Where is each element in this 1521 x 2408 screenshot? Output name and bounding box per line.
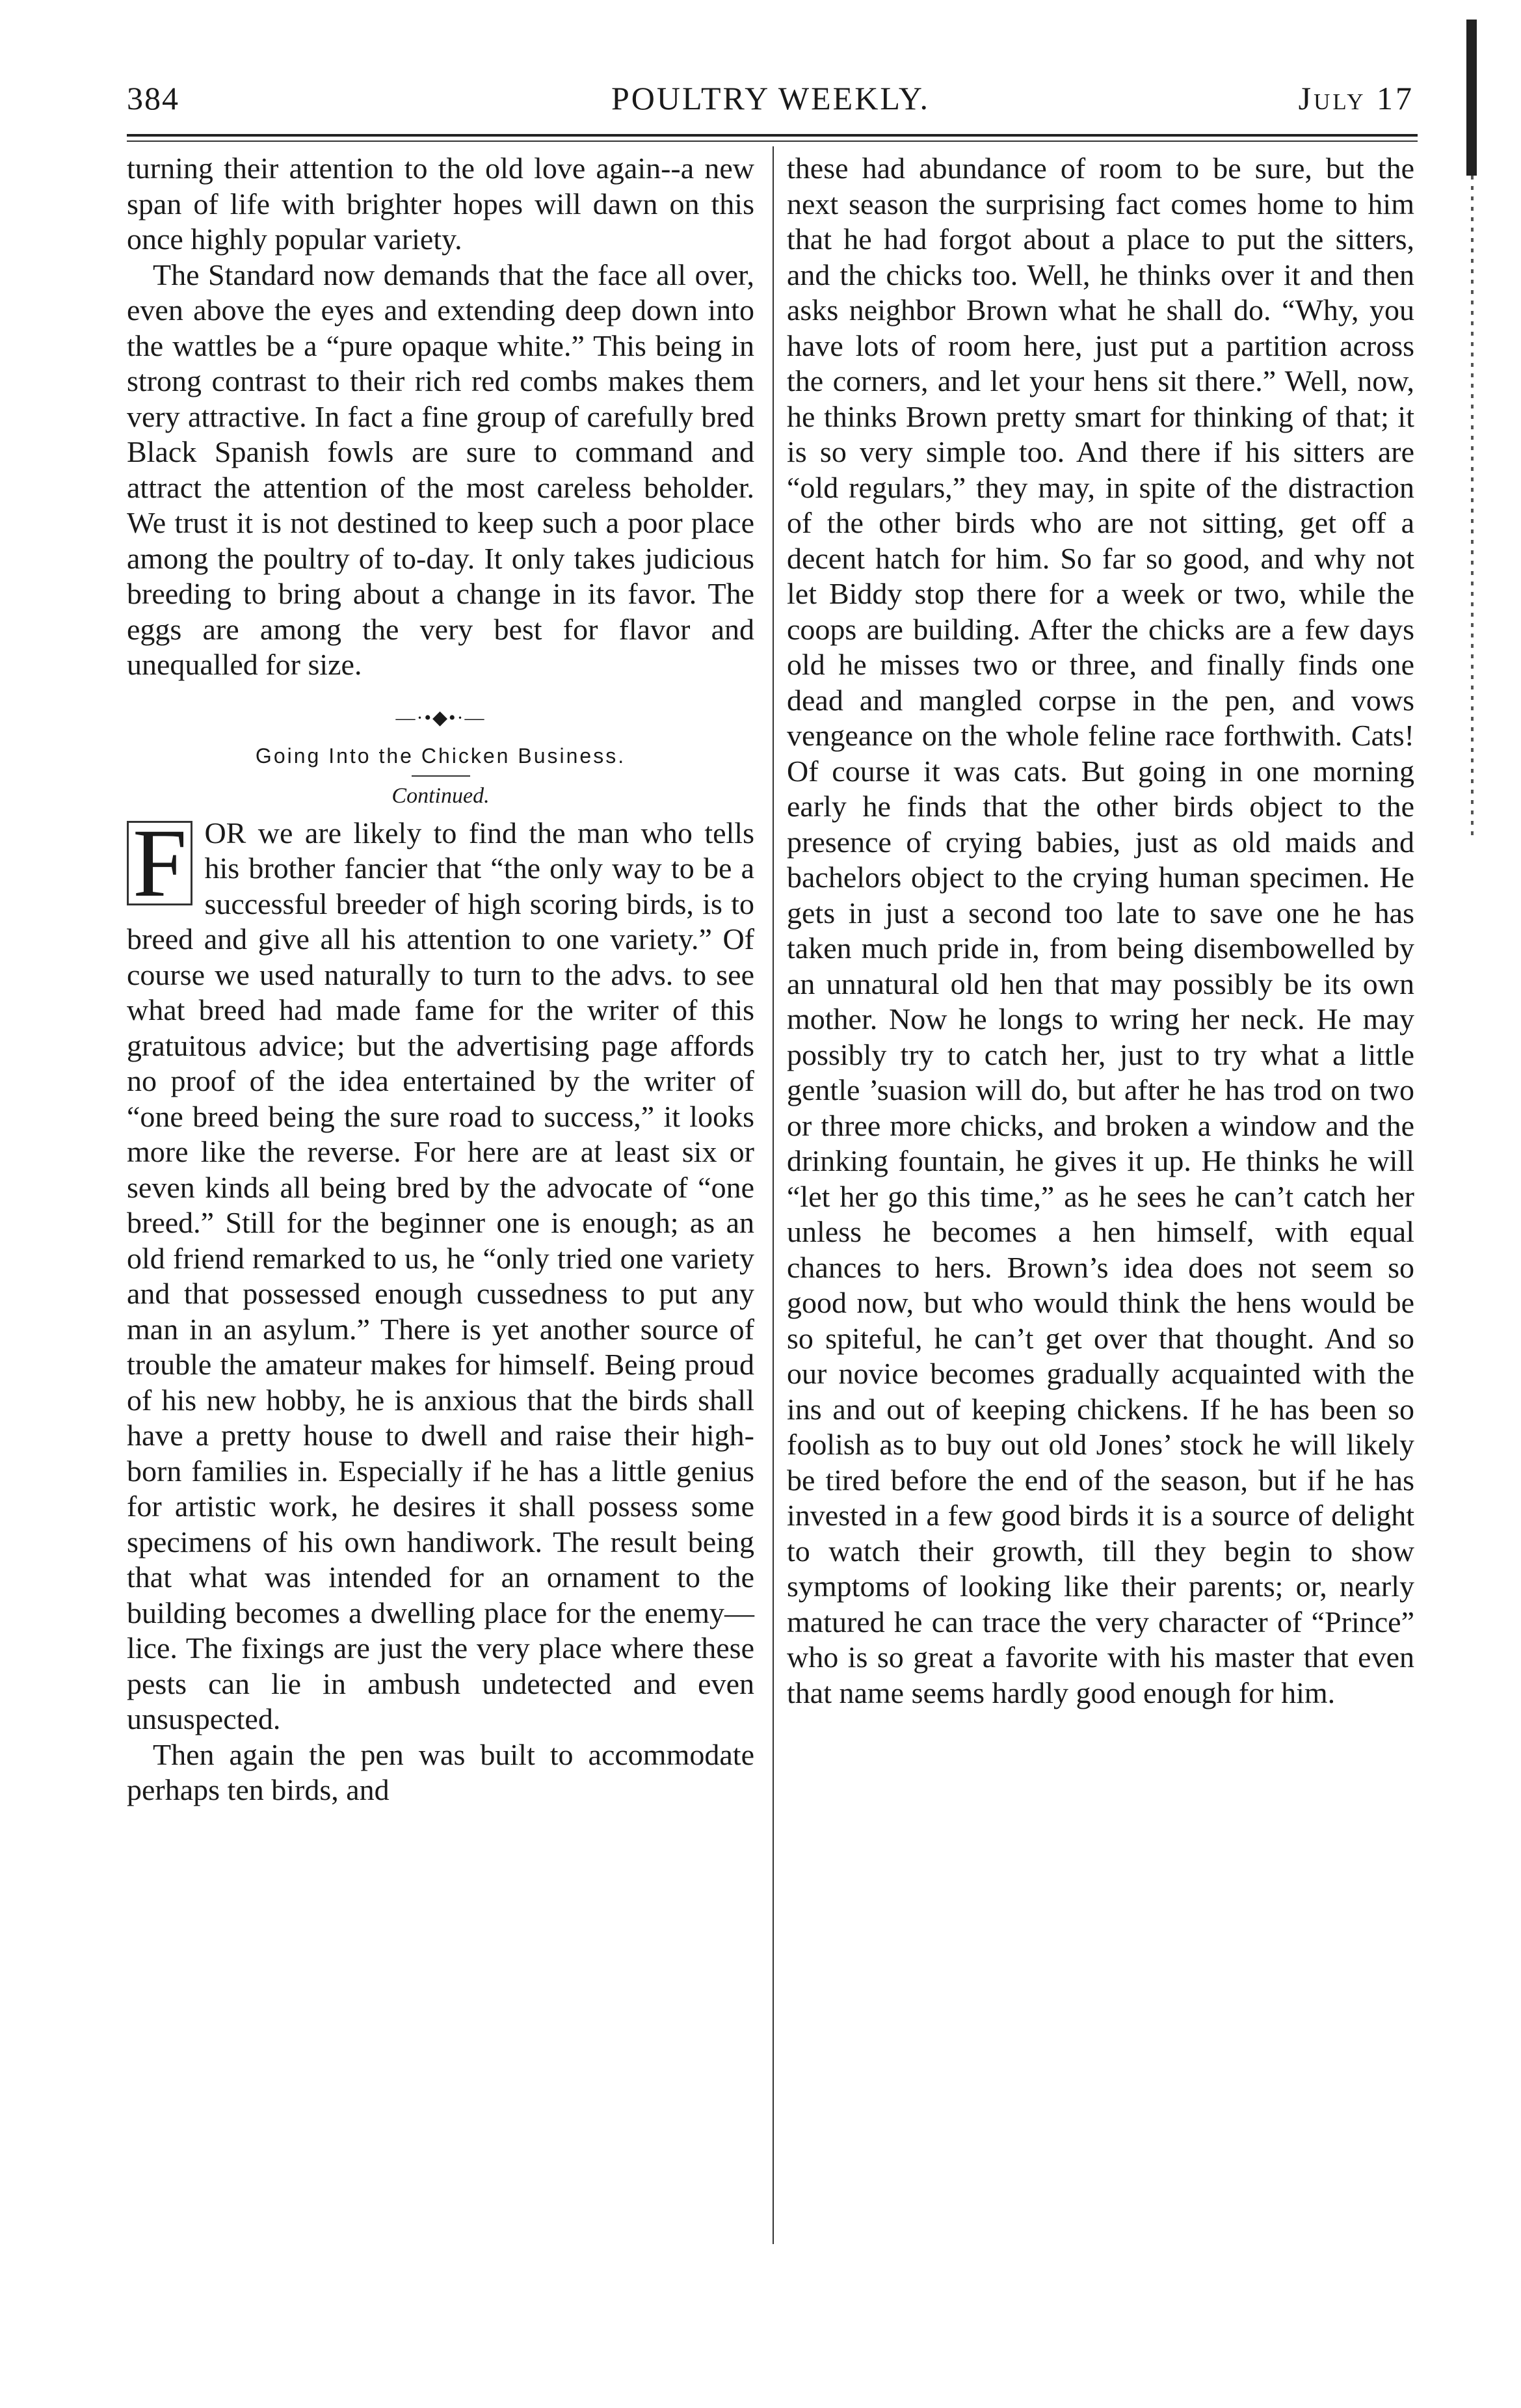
scan-edge-mark	[1466, 20, 1477, 176]
page-number: 384	[127, 80, 179, 116]
section-title: Going Into the Chicken Business.	[255, 743, 626, 768]
ornamental-divider: —·•◆•·—	[395, 706, 486, 729]
publication-title: POULTRY WEEKLY.	[611, 80, 931, 116]
right-column	[787, 151, 1414, 1711]
header-rule-thin	[127, 140, 1418, 142]
article-paragraph: these had abundance of room to be sure, but the next season the surprising fact comes home to him that he had forgot about a place to put the sitters, and the chicks too. Well, he thinks over it and then asks neighbor Brown what he shall do. “Why, you have lots of room here, just put a partition across the corners, and let your hens sit there.” Well, now, he thinks Brown pretty smart for thinking of that; it is so very simple too. And there if his sitters are “old regulars,” they may, in spite of the distraction of the other birds who are not sitting, get off a decent hatch for him. So far so good, and why not let Biddy stop there for a week or two, while the coops are building. After the chicks are a few days old he misses two or three, and finally finds one dead and mangled corpse in the pen, and vows vengeance on the whole feline race forthwith. Cats! Of course it was cats. But going in one morning early he finds that the other birds object to the presence of crying babies, just as old maids and bachelors object to the crying human specimen. He gets in just a second too late to save one he has taken much pride in, from being disembowelled by an unnatural old hen that may possibly be its own mother. Now he longs to wring her neck. He may possibly try to catch her, just to try what a little gentle ’suasion will do, but after he has trod on two or three more chicks, and broken a window and the drinking fountain, he gives it up. He thinks he will “let her go this time,” as he sees he can’t catch her unless he becomes a hen himself, with equal chances to hers. Brown’s idea does not seem so good now, but who would think the hens would be so spiteful, he can’t get over that thought. And so our novice becomes gradually acquainted with the ins and out of keeping chickens. If he has been so foolish as to buy out old Jones’ stock he will likely be tired before the end of the season, but if he has invested in a few good birds it is a source of delight to watch their growth, till they begin to show symptoms of looking like their parents; or, nearly matured he can trace the very character of “Prince” who is so great a favorite with his master that even that name seems hardly good enough for him.	[787, 152, 1414, 1709]
article-paragraph	[127, 809, 754, 1737]
left-column	[127, 151, 754, 1808]
continued-label: Continued.	[391, 783, 490, 808]
header-rule-thick	[127, 134, 1418, 137]
scan-edge-dots	[1471, 176, 1474, 839]
article-paragraph: Then again the pen was built to accommodate perhaps ten birds, and	[127, 1737, 754, 1806]
drop-cap: F	[127, 821, 192, 905]
column-divider	[773, 146, 774, 2244]
article-paragraph: turning their attention to the old love again--a new span of life with brighter hopes will dawn on this once highly popular variety.	[127, 152, 754, 256]
paragraph-text: OR we are likely to find the man who tells his brother fancier that “the only way to be a successful breeder of high scoring birds, is to breed and give all his attention to one variety.” Of course we used naturally to turn to the advs. to see what breed had made fame for the writer of this gratuitous advice; but the advertising page affords no proof of the idea entertained by the writer of “one breed being the sure road to success,” it looks more like the reverse. For here are at least six or seven kinds all being bred by the advocate of “one breed.” Still for the beginner one is enough; as an old friend remarked to us, he “only tried one variety and that possessed enough cussedness to put any man in an asylum.” There is yet another source of trouble the amateur makes for himself. Being proud of his new hobby, he is anxious that the birds shall have a pretty house to dwell and raise their high-born families in. Especially if he has a little genius for artistic work, he desires it shall possess some specimens of his own handiwork. The result being that what was intended for an ornament to the building becomes a dwelling place for the enemy—lice. The fixings are just the very place where these pests can lie in ambush undetected and even unsuspected.	[127, 816, 754, 1735]
page-header	[127, 73, 1414, 125]
issue-date: July 17	[1298, 80, 1414, 116]
article-paragraph: The Standard now demands that the face all over, even above the eyes and extending deep down into the wattles be a “pure opaque white.” This being in strong contrast to their rich red combs makes them very attractive. In fact a fine group of carefully bred Black Spanish fowls are sure to command and attract the attention of the most careless beholder. We trust it is not destined to keep such a poor place among the poultry of to-day. It only takes judicious breeding to bring about a change in its favor. The eggs are among the very best for flavor and unequalled for size.	[127, 258, 754, 681]
